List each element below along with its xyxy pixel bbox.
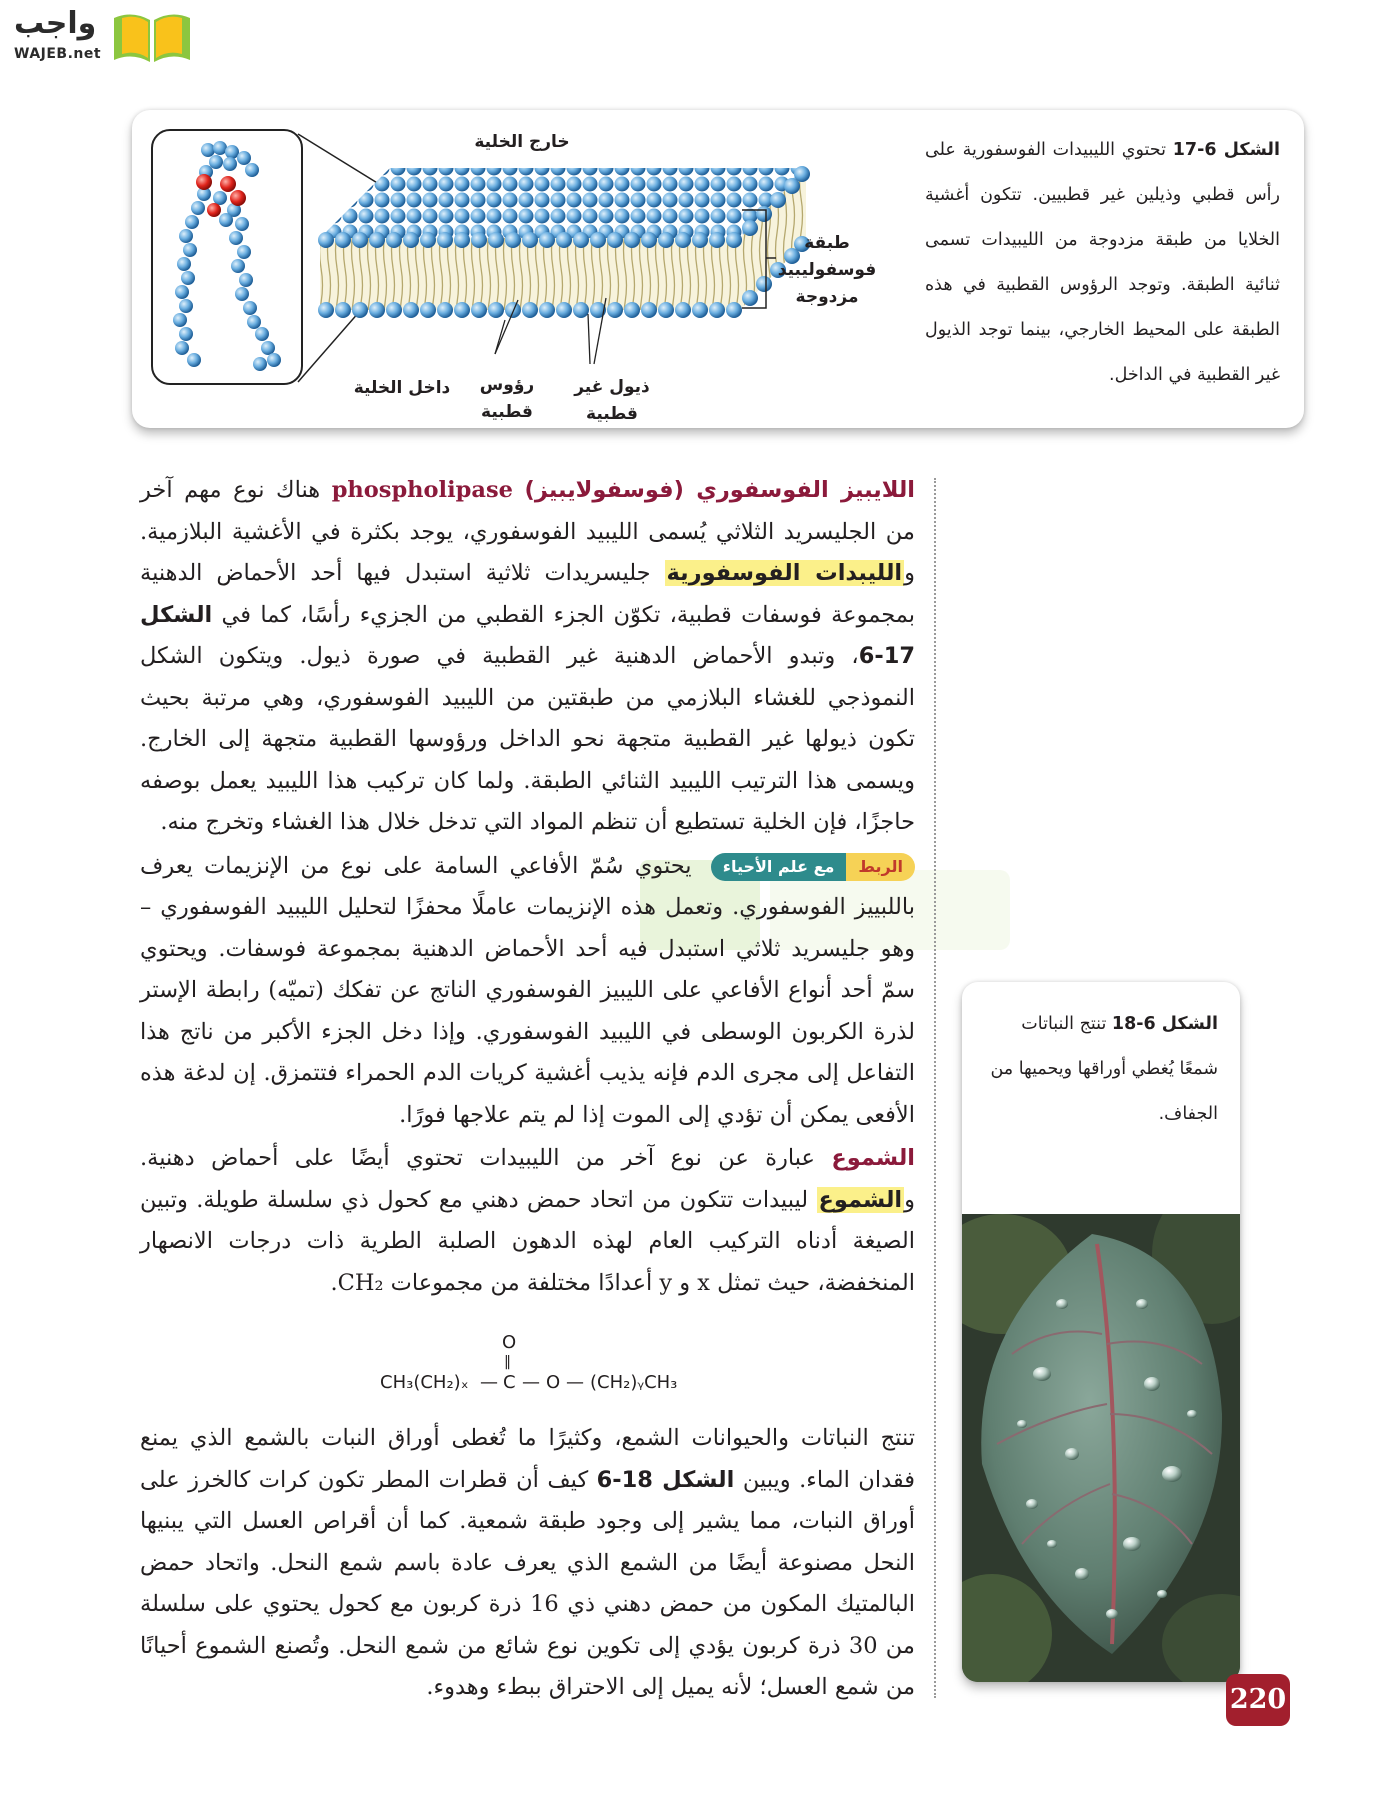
figure-18-label: الشكل 6-18 [1111,1014,1218,1034]
page-number: 220 [1226,1674,1290,1726]
logo-arabic: واجب [14,6,97,41]
book-icon [110,8,194,66]
formula-left-chain: CH₃(CH₂)ₓ [380,1372,469,1393]
paragraph-phospholipase [140,470,915,844]
figure-17-reference: الشكل 17-6 [140,601,915,669]
paragraph-connection [140,846,915,1137]
formula-bond: — [566,1372,584,1393]
heading-phospholipase: اللايبيز الفوسفوري (فوسفولايبيز) [524,477,916,503]
formula-carbonyl-oxygen: O [502,1332,517,1353]
formula-right-chain: (CH₂)ᵧCH₃ [590,1372,678,1393]
wax-general-formula [380,1332,710,1402]
text-segment: ليبيدات تتكون من اتحاد حمض دهني مع كحول ذي سلسلة طويلة. وتبين الصيغة أدناه التركيب العام لهذه الدهون الصلبة الطرية ذات درجات الانصهار المنخفضة، حيث تمثل x و y أعدادًا مختلفة من مجموعات CH₂. [140,1186,915,1296]
formula-ester-oxygen: O [546,1372,561,1393]
text-segment: تنتج النباتات والحيوانات الشمع، وكثيرًا ما تُغطى أوراق النبات بالشمع الذي يمنع فقدان الماء. ويبين [140,1425,916,1493]
figure-17-caption [925,128,1280,398]
figure-18-caption [978,1002,1218,1137]
formula-double-bond: ‖ [504,1354,511,1370]
label-polar-heads: رؤوس قطبية [479,375,535,422]
label-nonpolar-tails: ذيول غير قطبية [574,377,650,424]
figure-18-caption-text: تنتج النباتات شمعًا يُغطي أوراقها ويحميها من الجفاف. [990,1014,1218,1124]
column-divider [934,478,936,1698]
text-segment: عبارة عن نوع آخر من الليبيدات تحتوي أيضًا على أحماض دهنية. و [140,1145,915,1213]
main-text-column [140,470,915,1711]
figure-17-label: الشكل 6-17 [1172,140,1280,160]
connection-subject: مع علم الأحياء [711,853,847,881]
connection-badge [711,853,915,881]
text-segment: هناك نوع مهم آخر من الجليسريد الثلاثي يُسمى الليبيد الفوسفوري، يوجد بكثرة في الأغشية البلازمية. و [140,477,915,586]
formula-carbon: C [503,1372,516,1393]
logo-latin: WAJEB.net [14,46,102,62]
label-inside-cell: داخل الخلية [353,378,451,398]
connection-label: الربط [846,853,915,881]
text-segment: يحتوي سُمّ الأفاعي السامة على نوع من الإنزيمات يعرف باللبييز الفوسفوري. وتعمل هذه الإنزيمات عاملًا محفزًا لتحليل الليبيد الفوسفوري – وهو جليسريد ثلاثي استبدل فيه أحد الأحماض الدهنية بمجموعة فوسفات. ويحتوي سمّ أحد أنواع الأفاعي على الليبيز الفوسفوري الناتج عن تفكك (تميّه) رابطة الإستر لذرة الكربون الوسطى في الليبيد الفوسفوري. وإذا دخل الجزء الأكبر من ناتج هذا التفاعل إلى مجرى الدم فإنه يذيب أغشية كريات الدم الحمراء فتتمزق. إن لدغة هذه الأفعى يمكن أن تؤدي إلى الموت إذا لم يتم علاجها فورًا. [140,852,915,1128]
text-segment: ، وتبدو الأحماض الدهنية غير القطبية في صورة ذيول. ويتكون الشكل النموذجي للغشاء البلازمي من طبقتين من الليبيد الفوسفوري، وهي مرتبة بحيث تكون ذيولها غير القطبية متجهة نحو الداخل ورؤوسها القطبية متجهة إلى الخارج. ويسمى هذا الترتيب الليبيد الثنائي الطبقة. ولما كان تركيب هذا الليبيد يعمل بوصفه حاجزًا، فإن الخلية تستطيع أن تنظم المواد التي تدخل خلال هذا الغشاء وتخرج منه. [140,643,915,835]
wajeb-logo[interactable] [14,6,194,68]
heading-phospholipase-en: phospholipase [331,477,513,503]
paragraph-wax-plants [140,1418,915,1709]
label-outside-cell: خارج الخلية [474,132,570,152]
figure-18-reference: الشكل 18-6 [596,1466,735,1493]
text-segment: كيف أن قطرات المطر تكون كرات كالخرز على أوراق النبات، مما يشير إلى وجود طبقة شمعية. كما أن أقراص العسل التي يبنيها النحل مصنوعة أيضًا من الشمع الذي يعرف عادة باسم شمع النحل. واتحاد حمض البالمتيك المكون من حمض دهني ذي 16 ذرة كربون مع كحول يحتوي على سلسلة من 30 ذرة كربون يؤدي إلى تكوين نوع شائع من شمع النحل. وتُصنع الشموع أحيانًا من شمع العسل؛ لأنه يميل إلى الاحتراق ببطء وهدوء. [140,1466,915,1700]
term-waxes: الشموع [818,1186,903,1213]
bilayer-slab [318,166,810,318]
label-bilayer: طبقة فوسفوليبيد مزدوجة [777,233,877,307]
formula-bond: — [522,1372,540,1393]
figure-17-box [132,110,1304,428]
heading-waxes: الشموع [831,1145,915,1171]
term-phospholipids: الليبدات الفوسفورية [666,560,903,586]
text-segment: جليسريدات ثلاثية استبدل فيها أحد الأحماض الدهنية بمجموعة فوسفات قطبية، تكوّن الجزء القطبي من الجزيء رأسًا، كما في [140,560,915,628]
figure-18-box [962,982,1240,1682]
paragraph-waxes [140,1138,915,1304]
formula-bond: — [480,1372,498,1393]
waxy-leaf-photo [962,1214,1240,1682]
figure-17-caption-text: تحتوي الليبيدات الفوسفورية على رأس قطبي وذيلين غير قطبيين. تتكون أغشية الخلايا من طبقة مزدوجة من الليبيدات تسمى ثنائية الطبقة. وتوجد الرؤوس القطبية في هذه الطبقة على المحيط الخارجي، بينما توجد الذيول غير القطبية في الداخل. [925,140,1280,385]
